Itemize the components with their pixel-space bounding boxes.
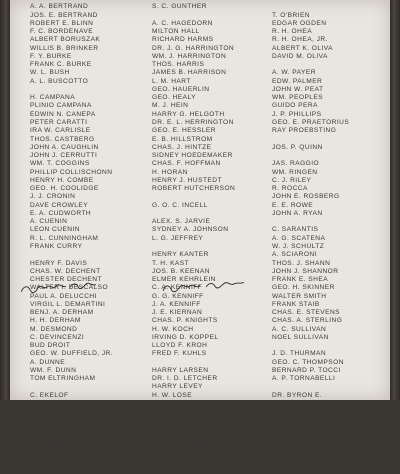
member-name: L. G. JEFFREY xyxy=(152,234,204,242)
member-name: H. HORAN xyxy=(152,168,188,176)
member-name: SIDNEY HOEDEMAKER xyxy=(152,152,233,160)
member-name: CHAS. F. HOFFMAN xyxy=(152,160,221,168)
member-name: DR. J. G. HARRINGTON xyxy=(152,44,235,52)
member-name: GUIDO PERA xyxy=(272,102,318,110)
member-name: CARL H. LUDEMANN xyxy=(152,416,224,424)
section-gap xyxy=(272,218,349,226)
member-name: E. C. WELLMAN xyxy=(272,457,327,465)
member-name: WM. H. ELLIOTT xyxy=(30,400,87,408)
member-name: GEO. HEALY xyxy=(152,94,196,102)
member-name: R. ROCCA xyxy=(272,185,308,193)
member-name: PLINIO CAMPANA xyxy=(30,102,92,110)
member-name: GEO. HAUERLIN xyxy=(152,85,210,93)
member-name: THOS. CASTBERG xyxy=(30,135,95,143)
section-gap xyxy=(30,383,113,391)
member-name: JEROME B. WHITE xyxy=(272,466,338,474)
member-name: CHAS. A. STERLING xyxy=(272,317,343,325)
member-name: HENRY J. HUSTEDT xyxy=(152,176,222,184)
name-column-1 xyxy=(30,0,113,474)
member-name: PHILLIP COLLISCHONN xyxy=(30,168,113,176)
member-name: FRANK MARINI xyxy=(152,449,205,457)
member-name: GEO. C. THOMPSON xyxy=(272,358,344,366)
member-name: GEO. H. SKINNER xyxy=(272,284,335,292)
member-name: G. O. C. INCELL xyxy=(152,201,208,209)
member-name: NOEL SULLIVAN xyxy=(272,333,329,341)
member-name: C. DEVINCENZI xyxy=(30,333,85,341)
section-gap xyxy=(272,61,349,69)
member-name: LLOYD F. KROH xyxy=(152,342,208,350)
member-name: GEO. H. COOLIDGE xyxy=(30,185,99,193)
member-name: WM. RINGEN xyxy=(272,168,318,176)
member-name: WM. PEOPLES xyxy=(272,94,324,102)
member-name: JOS. B. KEENAN xyxy=(152,267,210,275)
member-name: ALEX. S. JARVIE xyxy=(152,218,211,226)
member-name: D. C. WALLACE xyxy=(272,433,326,441)
member-name: FRED F. KUHLS xyxy=(152,350,207,358)
member-name: BENJ. A. DERHAM xyxy=(30,309,94,317)
name-column-3 xyxy=(272,0,349,474)
member-name: CHESTER DECHENT xyxy=(30,276,102,284)
member-name: THOS. J. WATSON xyxy=(272,449,336,457)
member-name: EDW. PALMER xyxy=(272,77,323,85)
member-name: MILTON HALL xyxy=(152,28,200,36)
member-name: EDGAR OGDEN xyxy=(272,19,327,27)
member-name: S. C. GUNTHER xyxy=(152,3,207,11)
section-gap xyxy=(272,342,349,350)
member-name: FRANK C. BURKE xyxy=(30,61,92,69)
member-name: W. L. BUSH xyxy=(30,69,70,77)
member-name: LOUIS FERRO xyxy=(30,441,80,449)
member-name: R. H. OHEA, JR. xyxy=(272,36,328,44)
member-name: HARRY LEVEY xyxy=(152,383,203,391)
member-name: JOHN W. PEAT xyxy=(272,85,324,93)
section-gap xyxy=(272,383,349,391)
member-name: C. SARANTIS xyxy=(272,226,319,234)
member-name: PAUL A. DELUCCHI xyxy=(30,292,97,300)
member-name: R. L. CUNNINGHAM xyxy=(30,234,99,242)
member-name: WILLIS B. BRINKER xyxy=(30,44,99,52)
section-gap xyxy=(30,86,113,94)
member-name: E. A. CUDWORTH xyxy=(30,209,92,217)
member-name: RICHARD HARMS xyxy=(152,36,214,44)
member-name: HENRY H. COMBE xyxy=(30,176,94,184)
member-name: A. CUENIN xyxy=(30,218,68,226)
member-name: LEON CUENIN xyxy=(30,226,81,234)
member-name: JOHN E. ROSBERG xyxy=(272,193,340,201)
member-name: CHAS. E. STEVENS xyxy=(272,309,341,317)
member-name: ROBERT HUTCHERSON xyxy=(152,185,236,193)
member-name: J. J. CRONIN xyxy=(30,193,76,201)
member-name: J. D. THURMAN xyxy=(272,350,327,358)
member-name: GEO. E. HESSLER xyxy=(152,127,216,135)
member-name: G. G. KENNIFF xyxy=(152,292,204,300)
section-gap xyxy=(272,417,349,425)
member-name: C. A. KENNIFF xyxy=(152,284,203,292)
member-name: IRA W. CARLISLE xyxy=(30,127,91,135)
member-name: JOHN J. CERRUTTI xyxy=(30,152,98,160)
member-name: CHAS. P. KNIGHTS xyxy=(152,317,218,325)
member-name: TOM ELTRINGHAM xyxy=(30,408,96,416)
member-name: VAN ALSTYNE xyxy=(272,400,322,408)
section-gap xyxy=(152,210,235,218)
member-name: JOHN A. RYAN xyxy=(272,209,323,217)
member-name: RALPH MACKAY xyxy=(152,433,209,441)
member-name: M. DESMOND xyxy=(30,325,78,333)
member-name: A. L. BUSCOTTO xyxy=(30,77,89,85)
member-name: SYDNEY A. JOHNSON xyxy=(152,226,229,234)
member-name: JAS. A. FINLAYSON xyxy=(30,457,98,465)
member-name: T. H. KAST xyxy=(152,259,190,267)
document-sheet xyxy=(10,0,390,474)
member-name: ALBERT BORUSZAK xyxy=(30,36,101,44)
member-name: WALTER SMITH xyxy=(272,292,327,300)
member-name: J. F. LYONS xyxy=(152,408,193,416)
member-name: A. C. SULLIVAN xyxy=(272,325,327,333)
member-name: E. B. HILLSTROM xyxy=(152,135,213,143)
member-name: WM. T. COGGINS xyxy=(30,160,90,168)
member-name: FRANK J. FARLEY xyxy=(30,424,94,432)
member-name: THOS. HARRIS xyxy=(152,61,205,69)
member-name: HARRY LARSEN xyxy=(152,366,209,374)
member-name: E. E. ROWE xyxy=(272,201,314,209)
section-gap xyxy=(272,152,349,160)
member-name: JOHN A. CAUGHLIN xyxy=(30,143,99,151)
member-name: HENRY KANTER xyxy=(152,251,209,259)
member-name: J. E. KIERNAN xyxy=(152,309,203,317)
member-name: WM. J. MARTIN xyxy=(152,457,206,465)
member-name: DAVE CROWLEY xyxy=(30,201,89,209)
member-name: ROBERT E. BLINN xyxy=(30,19,94,27)
member-name: FRANK STAIB xyxy=(272,300,320,308)
member-name: JAS. RAGGIO xyxy=(272,160,320,168)
section-gap xyxy=(30,251,113,259)
member-name: CHAS. J. HINTZE xyxy=(152,143,212,151)
member-name: WALTER I. DESCALSO xyxy=(30,284,109,292)
member-name: A. SCIARONI xyxy=(272,251,317,259)
member-name: THOS. L. MAHONEY xyxy=(152,441,222,449)
member-name: C. M. FARRELL xyxy=(30,433,83,441)
member-name: S. P. VICINI xyxy=(272,408,313,416)
member-name: RAY PROEBSTING xyxy=(272,127,337,135)
member-name: GEO. W. DUFFIELD, JR. xyxy=(30,350,114,358)
member-name: A. G. SCATENA xyxy=(272,234,326,242)
section-gap xyxy=(152,12,235,20)
member-name: W. J. SCHULTZ xyxy=(272,242,325,250)
section-gap xyxy=(272,3,349,11)
member-name: JAMES B. HARRISON xyxy=(152,69,227,77)
member-name: TOM ELTRINGHAM xyxy=(30,375,96,383)
member-name: DR. I. D. LETCHER xyxy=(152,375,218,383)
member-name: FRANK E. SHEA xyxy=(272,276,329,284)
member-name: EDWIN N. CANEPA xyxy=(30,110,96,118)
member-name: J. P. PHILLIPS xyxy=(272,110,322,118)
member-name: WM. J. HARRINGTON xyxy=(152,52,227,60)
member-name: L. M. HART xyxy=(152,77,191,85)
member-name: T. O'BRIEN xyxy=(272,11,310,19)
member-name: ELMER KEHRLEIN xyxy=(152,276,216,284)
member-name: PAT FLYNN xyxy=(30,466,69,474)
member-name: H. W. KOCH xyxy=(152,325,194,333)
member-name: JOS. E. BERTRAND xyxy=(30,11,98,19)
section-gap xyxy=(152,243,235,251)
member-name: WM. F. DUNN xyxy=(30,366,77,374)
member-name: BUD DROIT xyxy=(30,342,71,350)
member-name: M. J. HEIN xyxy=(152,102,189,110)
section-gap xyxy=(152,425,235,433)
member-name: H. CAMPANA xyxy=(30,94,76,102)
member-name: MORTON LUHN xyxy=(152,400,206,408)
member-name: CHAS. W. DECHENT xyxy=(30,267,101,275)
member-name: HENRY F. DAVIS xyxy=(30,259,88,267)
member-name: A. A. BERTRAND xyxy=(30,3,89,11)
member-name: H. H. DERHAM xyxy=(30,317,81,325)
member-name: C. EKELOF xyxy=(30,391,69,399)
member-name: JOHN J. SHANNOR xyxy=(272,267,339,275)
member-name: PETER CARATTI xyxy=(30,118,88,126)
member-name: HARRY G. HELGOTH xyxy=(152,110,225,118)
member-name: F. C. BORDENAVE xyxy=(30,28,94,36)
member-name: THOS. J. SHANN xyxy=(272,259,331,267)
member-name: DAVID M. OLIVA xyxy=(272,52,328,60)
member-name: C. J. RILEY xyxy=(272,176,312,184)
member-name: DR. E. L. HERRINGTON xyxy=(152,118,234,126)
member-name: A. C. HAGEDORN xyxy=(152,19,213,27)
section-gap xyxy=(152,359,235,367)
section-gap xyxy=(152,193,235,201)
member-name: VOYNE VUCOSLAVIC xyxy=(272,424,347,432)
member-name: DR. A. W. WARD xyxy=(272,441,329,449)
member-name: GEO. E. PRAETORIUS xyxy=(272,118,350,126)
section-gap xyxy=(30,417,113,425)
member-name: DR. BYRON E. xyxy=(272,391,323,399)
member-name: A. P. TORNABELLI xyxy=(272,375,336,383)
member-name: BERNARD P. TOCCI xyxy=(272,366,341,374)
section-gap xyxy=(272,136,349,144)
member-name: ALBERT K. OLIVA xyxy=(272,44,333,52)
member-name: A. DUNNE xyxy=(30,358,66,366)
member-name: FRANK CURRY xyxy=(30,242,83,250)
member-name: A. J. FERROGGIARO xyxy=(30,449,103,457)
member-name: A. W. PAYER xyxy=(272,69,316,77)
member-name: JOS. P. QUINN xyxy=(272,143,323,151)
member-name: F. Y. BURKE xyxy=(30,52,72,60)
member-name: VIRGIL L. DEMARTINI xyxy=(30,300,106,308)
member-name: J. A. KENNIFF xyxy=(152,300,201,308)
member-name: IRVING D. KOPPEL xyxy=(152,333,219,341)
name-column-2 xyxy=(152,0,235,466)
member-name: H. W. LOSE xyxy=(152,391,193,399)
member-name: R. H. OHEA xyxy=(272,28,313,36)
